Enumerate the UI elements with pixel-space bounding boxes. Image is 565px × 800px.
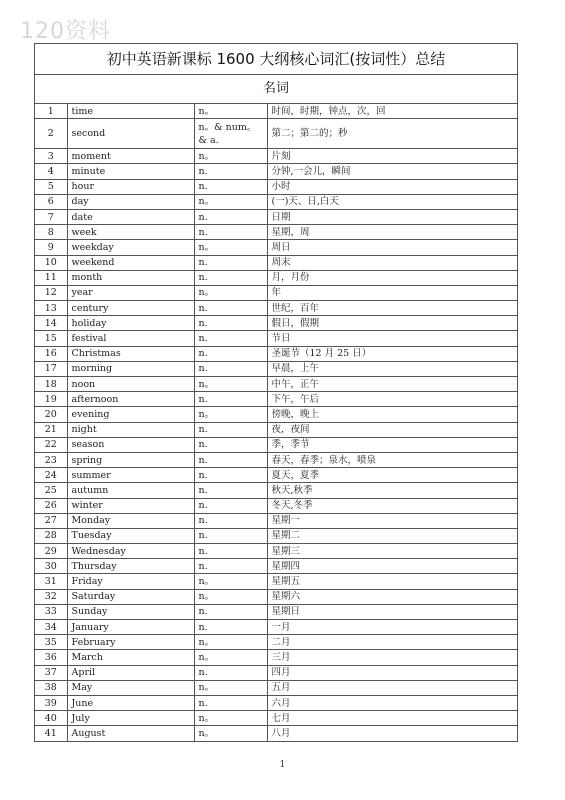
row-number: 27 xyxy=(35,513,67,528)
row-word: June xyxy=(67,695,194,710)
row-meaning: 星期二 xyxy=(267,528,517,543)
table-row xyxy=(35,316,517,331)
row-meaning: 圣诞节（12 月 25 日） xyxy=(267,346,517,361)
row-part-of-speech: n. xyxy=(194,559,267,574)
row-number: 26 xyxy=(35,498,67,513)
table-row xyxy=(35,483,517,498)
row-number: 32 xyxy=(35,589,67,604)
row-word: Friday xyxy=(67,574,194,589)
table-row xyxy=(35,468,517,483)
row-meaning: 六月 xyxy=(267,695,517,710)
row-word: time xyxy=(67,104,194,119)
row-number: 4 xyxy=(35,164,67,179)
table-row xyxy=(35,650,517,665)
table-row xyxy=(35,498,517,513)
row-word: spring xyxy=(67,452,194,467)
row-meaning: 四月 xyxy=(267,665,517,680)
row-part-of-speech: n。 xyxy=(194,377,267,392)
row-part-of-speech: n. xyxy=(194,316,267,331)
row-number: 24 xyxy=(35,468,67,483)
table-row xyxy=(35,361,517,376)
row-part-of-speech: n。 xyxy=(194,650,267,665)
row-meaning: 星期六 xyxy=(267,589,517,604)
row-meaning: 第二；第二的；秒 xyxy=(267,119,517,149)
row-part-of-speech: n。 xyxy=(194,407,267,422)
row-meaning: 年 xyxy=(267,285,517,300)
row-word: century xyxy=(67,301,194,316)
row-meaning: 周日 xyxy=(267,240,517,255)
row-word: festival xyxy=(67,331,194,346)
row-meaning: 五月 xyxy=(267,680,517,695)
row-word: autumn xyxy=(67,483,194,498)
row-part-of-speech: n. xyxy=(194,483,267,498)
table-row xyxy=(35,149,517,164)
table-row xyxy=(35,194,517,209)
row-part-of-speech: n. xyxy=(194,301,267,316)
table-row xyxy=(35,680,517,695)
row-word: noon xyxy=(67,377,194,392)
row-number: 13 xyxy=(35,301,67,316)
row-number: 35 xyxy=(35,635,67,650)
row-number: 41 xyxy=(35,726,67,741)
row-part-of-speech: n. xyxy=(194,604,267,619)
table-row xyxy=(35,270,517,285)
table-row xyxy=(35,104,517,119)
row-meaning: 秋天,秋季 xyxy=(267,483,517,498)
row-part-of-speech: n。 xyxy=(194,726,267,741)
row-number: 30 xyxy=(35,559,67,574)
row-word: August xyxy=(67,726,194,741)
row-word: July xyxy=(67,711,194,726)
table-row xyxy=(35,544,517,559)
row-meaning: 下午，午后 xyxy=(267,392,517,407)
row-part-of-speech: n. xyxy=(194,498,267,513)
row-word: day xyxy=(67,194,194,209)
row-part-of-speech: n。 xyxy=(194,589,267,604)
table-row xyxy=(35,422,517,437)
row-word: February xyxy=(67,635,194,650)
row-number: 9 xyxy=(35,240,67,255)
table-row xyxy=(35,255,517,270)
row-meaning: 片刻 xyxy=(267,149,517,164)
table-row xyxy=(35,209,517,224)
row-number: 22 xyxy=(35,437,67,452)
table-row xyxy=(35,407,517,422)
row-word: morning xyxy=(67,361,194,376)
page-number: 1 xyxy=(279,760,286,770)
table-row xyxy=(35,620,517,635)
row-number: 7 xyxy=(35,209,67,224)
row-part-of-speech: n. xyxy=(194,528,267,543)
row-meaning: (一)天、日,白天 xyxy=(267,194,517,209)
row-meaning: 时间，时期，钟点，次，回 xyxy=(267,104,517,119)
document-title: 初中英语新课标 1600 大纲核心词汇(按词性）总结 xyxy=(35,44,517,75)
row-part-of-speech: n. xyxy=(194,179,267,194)
row-number: 31 xyxy=(35,574,67,589)
row-number: 21 xyxy=(35,422,67,437)
section-heading: 名词 xyxy=(35,75,517,104)
row-word: Tuesday xyxy=(67,528,194,543)
row-part-of-speech: n. xyxy=(194,620,267,635)
table-row xyxy=(35,695,517,710)
row-part-of-speech: n. xyxy=(194,361,267,376)
row-word: month xyxy=(67,270,194,285)
table-row xyxy=(35,513,517,528)
row-meaning: 星期，周 xyxy=(267,225,517,240)
table-row xyxy=(35,726,517,741)
row-word: moment xyxy=(67,149,194,164)
row-word: weekday xyxy=(67,240,194,255)
row-part-of-speech: n. xyxy=(194,209,267,224)
row-part-of-speech: n。 xyxy=(194,680,267,695)
row-meaning: 三月 xyxy=(267,650,517,665)
row-word: Thursday xyxy=(67,559,194,574)
row-number: 28 xyxy=(35,528,67,543)
row-number: 29 xyxy=(35,544,67,559)
row-meaning: 分钟,一会儿，瞬间 xyxy=(267,164,517,179)
row-word: Wednesday xyxy=(67,544,194,559)
row-part-of-speech: n. xyxy=(194,392,267,407)
row-word: evening xyxy=(67,407,194,422)
row-word: April xyxy=(67,665,194,680)
row-word: night xyxy=(67,422,194,437)
row-word: minute xyxy=(67,164,194,179)
table-row xyxy=(35,301,517,316)
row-meaning: 早晨，上午 xyxy=(267,361,517,376)
row-word: winter xyxy=(67,498,194,513)
row-part-of-speech: n. xyxy=(194,695,267,710)
table-row xyxy=(35,528,517,543)
row-meaning: 一月 xyxy=(267,620,517,635)
table-row xyxy=(35,331,517,346)
row-part-of-speech: n。 xyxy=(194,285,267,300)
row-number: 3 xyxy=(35,149,67,164)
row-number: 1 xyxy=(35,104,67,119)
row-part-of-speech: n. xyxy=(194,164,267,179)
row-word: season xyxy=(67,437,194,452)
row-number: 10 xyxy=(35,255,67,270)
table-row xyxy=(35,377,517,392)
row-meaning: 假日，假期 xyxy=(267,316,517,331)
row-number: 12 xyxy=(35,285,67,300)
vocabulary-table-body xyxy=(35,104,517,741)
row-number: 20 xyxy=(35,407,67,422)
row-part-of-speech: n. xyxy=(194,544,267,559)
row-part-of-speech: n。 xyxy=(194,574,267,589)
table-row xyxy=(35,225,517,240)
row-word: weekend xyxy=(67,255,194,270)
row-number: 2 xyxy=(35,119,67,149)
row-meaning: 星期五 xyxy=(267,574,517,589)
table-row xyxy=(35,574,517,589)
watermark: 120资料 xyxy=(20,19,111,44)
row-number: 19 xyxy=(35,392,67,407)
row-word: March xyxy=(67,650,194,665)
row-number: 40 xyxy=(35,711,67,726)
row-number: 17 xyxy=(35,361,67,376)
row-number: 36 xyxy=(35,650,67,665)
row-meaning: 星期三 xyxy=(267,544,517,559)
row-part-of-speech: n. xyxy=(194,452,267,467)
row-word: second xyxy=(67,119,194,149)
row-word: year xyxy=(67,285,194,300)
row-number: 18 xyxy=(35,377,67,392)
table-row xyxy=(35,240,517,255)
row-part-of-speech: n. xyxy=(194,225,267,240)
row-meaning: 八月 xyxy=(267,726,517,741)
table-row xyxy=(35,635,517,650)
row-word: Monday xyxy=(67,513,194,528)
table-row xyxy=(35,119,517,149)
row-word: afternoon xyxy=(67,392,194,407)
row-number: 23 xyxy=(35,452,67,467)
row-part-of-speech: n. xyxy=(194,513,267,528)
row-meaning: 中午，正午 xyxy=(267,377,517,392)
row-number: 33 xyxy=(35,604,67,619)
row-number: 16 xyxy=(35,346,67,361)
row-meaning: 夜，夜间 xyxy=(267,422,517,437)
row-part-of-speech: n。 xyxy=(194,149,267,164)
row-part-of-speech: n. xyxy=(194,346,267,361)
row-meaning: 季，季节 xyxy=(267,437,517,452)
row-part-of-speech: n. xyxy=(194,665,267,680)
table-row xyxy=(35,346,517,361)
row-word: date xyxy=(67,209,194,224)
row-number: 11 xyxy=(35,270,67,285)
row-meaning: 春天，春季；泉水，喷泉 xyxy=(267,452,517,467)
row-word: summer xyxy=(67,468,194,483)
row-meaning: 节日 xyxy=(267,331,517,346)
row-number: 39 xyxy=(35,695,67,710)
vocabulary-sheet xyxy=(34,43,518,742)
row-meaning: 世纪，百年 xyxy=(267,301,517,316)
table-row xyxy=(35,604,517,619)
table-row xyxy=(35,392,517,407)
row-part-of-speech: n。 xyxy=(194,104,267,119)
row-word: January xyxy=(67,620,194,635)
row-part-of-speech: n。& num。 & a. xyxy=(194,119,267,149)
row-part-of-speech: n。 xyxy=(194,711,267,726)
row-meaning: 七月 xyxy=(267,711,517,726)
table-row xyxy=(35,665,517,680)
row-number: 5 xyxy=(35,179,67,194)
row-number: 37 xyxy=(35,665,67,680)
row-part-of-speech: n. xyxy=(194,255,267,270)
table-row xyxy=(35,164,517,179)
row-meaning: 夏天，夏季 xyxy=(267,468,517,483)
row-word: hour xyxy=(67,179,194,194)
row-meaning: 傍晚，晚上 xyxy=(267,407,517,422)
row-meaning: 星期一 xyxy=(267,513,517,528)
row-meaning: 二月 xyxy=(267,635,517,650)
row-part-of-speech: n. xyxy=(194,437,267,452)
row-part-of-speech: n. xyxy=(194,270,267,285)
row-number: 6 xyxy=(35,194,67,209)
row-part-of-speech: n。 xyxy=(194,635,267,650)
row-word: Saturday xyxy=(67,589,194,604)
row-meaning: 月，月份 xyxy=(267,270,517,285)
row-word: week xyxy=(67,225,194,240)
row-meaning: 冬天,冬季 xyxy=(267,498,517,513)
row-part-of-speech: n。 xyxy=(194,240,267,255)
table-row xyxy=(35,437,517,452)
row-part-of-speech: n。 xyxy=(194,194,267,209)
table-row xyxy=(35,179,517,194)
row-part-of-speech: n. xyxy=(194,331,267,346)
row-word: Sunday xyxy=(67,604,194,619)
vocabulary-table xyxy=(35,104,517,741)
table-row xyxy=(35,285,517,300)
table-row xyxy=(35,559,517,574)
row-number: 25 xyxy=(35,483,67,498)
row-number: 34 xyxy=(35,620,67,635)
row-meaning: 星期日 xyxy=(267,604,517,619)
row-number: 14 xyxy=(35,316,67,331)
row-meaning: 星期四 xyxy=(267,559,517,574)
row-meaning: 小时 xyxy=(267,179,517,194)
row-part-of-speech: n. xyxy=(194,422,267,437)
row-meaning: 日期 xyxy=(267,209,517,224)
row-number: 8 xyxy=(35,225,67,240)
row-number: 38 xyxy=(35,680,67,695)
table-row xyxy=(35,452,517,467)
row-word: Christmas xyxy=(67,346,194,361)
row-word: May xyxy=(67,680,194,695)
row-number: 15 xyxy=(35,331,67,346)
table-row xyxy=(35,711,517,726)
row-word: holiday xyxy=(67,316,194,331)
table-row xyxy=(35,589,517,604)
row-meaning: 周末 xyxy=(267,255,517,270)
row-part-of-speech: n. xyxy=(194,468,267,483)
